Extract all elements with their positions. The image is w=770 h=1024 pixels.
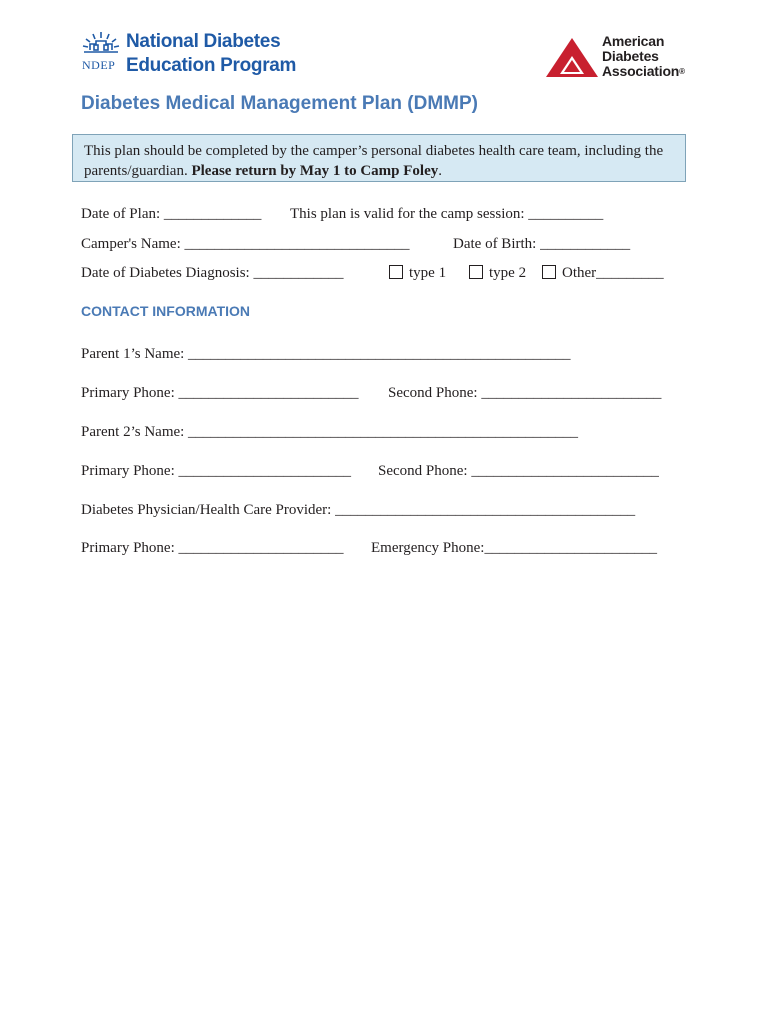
- date-of-plan-field[interactable]: Date of Plan: _____________: [81, 206, 262, 222]
- physician-field[interactable]: Diabetes Physician/Health Care Provider: ________________________________________: [81, 502, 636, 518]
- page-title: Diabetes Medical Management Plan (DMMP): [81, 93, 478, 114]
- parent1-primary-phone-field[interactable]: Primary Phone: ________________________: [81, 385, 359, 401]
- parent2-second-phone-field[interactable]: Second Phone: _________________________: [378, 463, 659, 479]
- parent1-name-field[interactable]: Parent 1’s Name: ___________________________________________________: [81, 346, 571, 362]
- emergency-phone-field[interactable]: Emergency Phone:_______________________: [371, 540, 657, 556]
- ndep-name: [126, 30, 296, 78]
- instructions-period: .: [438, 163, 442, 179]
- ada-line1: American: [602, 33, 665, 49]
- other-checkbox[interactable]: [542, 265, 556, 279]
- date-of-birth-field[interactable]: Date of Birth: ____________: [453, 236, 631, 252]
- ada-line3: Association: [602, 63, 680, 79]
- type1-label: type 1: [409, 265, 447, 281]
- campers-name-field[interactable]: Camper's Name: ______________________________: [81, 236, 410, 252]
- type2-label: type 2: [489, 265, 527, 281]
- ndep-logo: [80, 28, 297, 80]
- instructions-deadline: Please return by May 1 to Camp Foley: [191, 163, 439, 179]
- type1-checkbox[interactable]: [389, 265, 403, 279]
- type2-checkbox[interactable]: [469, 265, 483, 279]
- other-option[interactable]: [542, 265, 664, 282]
- ada-triangle-icon: [545, 36, 599, 78]
- ndep-name-line2: Education Program: [126, 55, 297, 76]
- contact-section-heading: CONTACT INFORMATION: [81, 303, 251, 319]
- ndep-acronym: NDEP: [82, 58, 116, 72]
- ada-logo: [545, 32, 705, 82]
- diagnosis-date-field[interactable]: Date of Diabetes Diagnosis: ____________: [81, 265, 344, 281]
- parent2-name-field[interactable]: Parent 2’s Name: ____________________________________________________: [81, 424, 579, 440]
- camp-session-field[interactable]: This plan is valid for the camp session: __________: [290, 206, 604, 222]
- ada-line3-wrap: [602, 64, 685, 79]
- physician-primary-phone-field[interactable]: Primary Phone: ______________________: [81, 540, 344, 556]
- registered-mark: ®: [679, 67, 685, 76]
- ada-wordmark: [602, 34, 685, 79]
- type2-option[interactable]: [469, 265, 526, 282]
- type1-option[interactable]: [389, 265, 446, 282]
- ada-line2: Diabetes: [602, 48, 659, 64]
- parent2-primary-phone-field[interactable]: Primary Phone: _______________________: [81, 463, 351, 479]
- parent1-second-phone-field[interactable]: Second Phone: ________________________: [388, 385, 662, 401]
- ndep-name-line1: National Diabetes: [126, 31, 281, 52]
- instructions-text: This plan should be completed by the camper’s personal diabetes health care team, including the parents/guardian.: [84, 143, 664, 179]
- other-label: Other_________: [562, 265, 664, 281]
- instructions-box: [72, 134, 686, 182]
